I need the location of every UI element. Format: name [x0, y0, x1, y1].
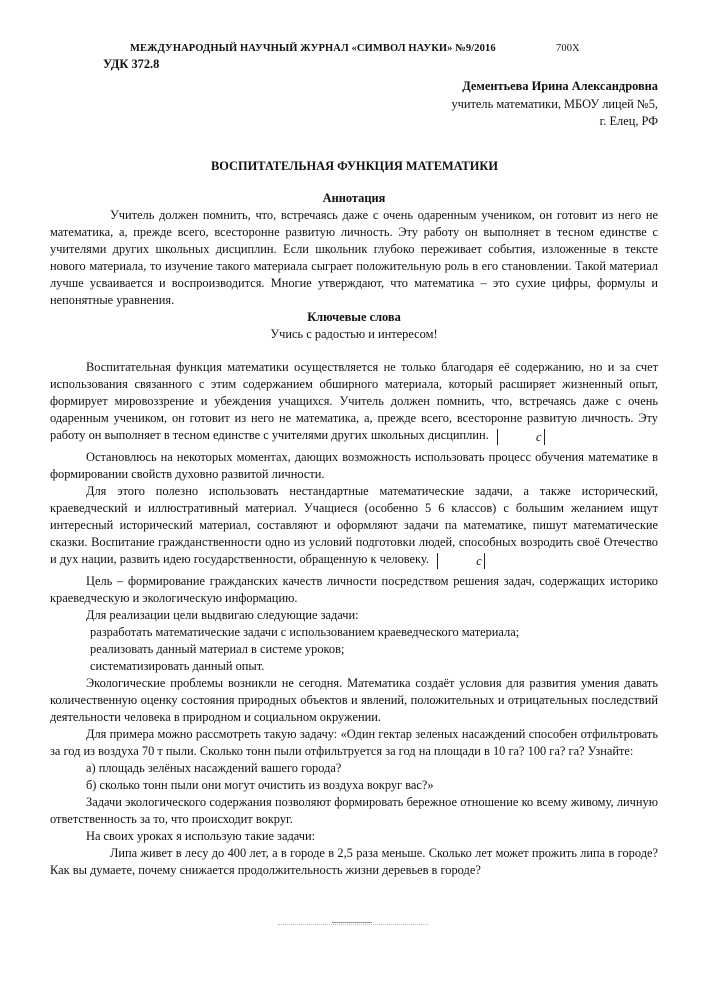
keywords-text: Учись с радостью и интересом! — [270, 327, 438, 341]
body-paragraph-6: Экологические проблемы возникли не сегодня. Математика создаёт условия для развития умения давать количественную оценку состояния природных объектов и явлений, положительных и отрицательных последствий деятельности человека в природном и социальном окружении. — [50, 676, 658, 724]
author-name: Дементьева Ирина Александровна — [462, 79, 658, 93]
citation-bracket: c — [497, 429, 545, 445]
sub-item-b: б) сколько тонн пыли они могут очистить из воздуха вокруг вас?» — [86, 778, 434, 792]
author-city: г. Елец, РФ — [599, 114, 658, 128]
paper-content — [50, 190, 658, 879]
body-paragraph-4: Цель – формирование гражданских качеств личности посредством решения задач, содержащих историко краеведческую и экологическую информацию. — [50, 574, 658, 605]
citation-bracket: c — [437, 553, 485, 569]
author-block — [258, 78, 658, 131]
body-paragraph-1 — [50, 359, 658, 445]
running-header — [130, 40, 590, 57]
keywords-heading: Ключевые слова — [307, 310, 401, 324]
author-position: учитель математики, МБОУ лицей №5, — [451, 96, 658, 111]
body-paragraph-5: Для реализации цели выдвигаю следующие задачи: — [86, 608, 359, 622]
body-paragraph-1-text: Воспитательная функция математики осуществляется не только благодаря её содержанию, но и за счет использования связанного с этим содержанием обширного материала, который расширяет жизненный опыт, формирует мировоззрение и убеждения учащихся. Учитель должен помнить, что, встречаясь даже с очень одаренным учеником, он готовит из него не математика, а, прежде всего, всесторонне развитую личность. Эту работу он выполняет в тесном единстве с учителями других школьных дисциплин. — [50, 360, 658, 442]
list-item: разработать математические задачи с использованием краеведческого материала; — [90, 625, 520, 639]
sub-item-a: а) площадь зелёных насаждений вашего города? — [86, 761, 342, 775]
body-paragraph-7: Для примера можно рассмотреть такую задачу: «Один гектар зеленых насаждений способен отфильтровать за год из воздуха 70 т пыли. Сколько тонн пыли отфильтруется за год на площади в 10 га? 100 га? га? Узнайте: — [50, 727, 658, 758]
annotation-heading: Аннотация — [322, 191, 386, 205]
list-item: систематизировать данный опыт. — [90, 659, 265, 673]
body-paragraph-10: Липа живет в лесу до 400 лет, а в городе в 2,5 раза меньше. Сколько лет может прожить липа в городе? Как вы думаете, почему снижается продолжительность жизни деревьев в городе? — [50, 846, 658, 877]
body-paragraph-9: На своих уроках я использую такие задачи: — [86, 829, 316, 843]
annotation-text: Учитель должен помнить, что, встречаясь даже с очень одаренным учеником, он готовит из него не математика, а, прежде всего, всесторонне развитую личность. Эту работу он выполняет в тесном единстве с учителями других школьных дисциплин. Если школьник глубоко переживает события, изложенные в тексте нового материала, то изучение такого материала сыграет положительную роль в его становлении. Такой материал лучше усваивается и воспроизводится. Многие утверждают, что математика – это сухие цифры, формулы и непонятные уравнения. — [50, 208, 658, 307]
footer-rule — [278, 922, 428, 925]
paper-title: ВОСПИТАТЕЛЬНАЯ ФУНКЦИЯ МАТЕМАТИКИ — [210, 159, 499, 173]
body-paragraph-2: Остановлюсь на некоторых моментах, дающих возможность использовать процесс обучения математике в формировании свойств духовно развитой личности. — [50, 450, 658, 481]
body-paragraph-3 — [50, 483, 658, 569]
list-item: реализовать данный материал в системе уроков; — [90, 642, 345, 656]
page-code: 700X — [556, 43, 580, 54]
journal-title: МЕЖДУНАРОДНЫЙ НАУЧНЫЙ ЖУРНАЛ «СИМВОЛ НАУКИ» №9/2016 — [130, 43, 496, 54]
body-paragraph-3-text: Для этого полезно использовать нестандартные математические задачи, а также исторический, краеведческий и иллюстративный материал. Учащиеся (особенно 5 6 классов) с большим желанием ищут интересный исторический материал, составляют и оформляют задачи па математике, пишут математические сказки. Воспитание гражданственности одно из условий подготовки людей, способных возродить своё Отечество и дух нации, развить идею государственности, обращенную к человеку. — [50, 484, 658, 566]
udk-code: УДК 372.8 — [103, 57, 160, 71]
body-paragraph-8: Задачи экологического содержания позволяют формировать бережное отношение ко всему живому, личную ответственность за то, что происходит вокруг. — [50, 795, 658, 826]
